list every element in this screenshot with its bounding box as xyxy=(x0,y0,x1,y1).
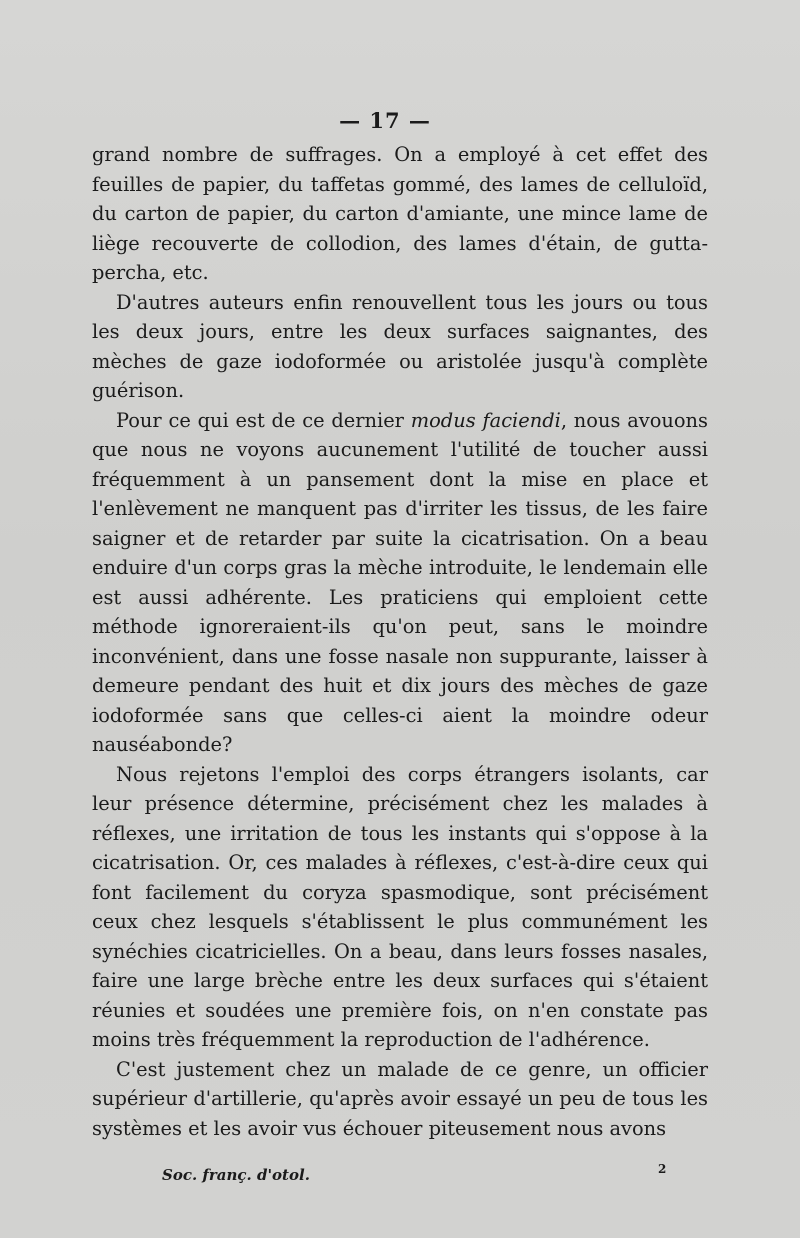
paragraph-5: C'est justement chez un malade de ce genre, un officier supérieur d'artillerie, qu'après avoir essayé un peu de tous les systèmes et les avoir vus échouer piteusement nous avons xyxy=(92,1057,708,1140)
paragraph-2: D'autres auteurs enfin renouvellent tous les jours ou tous les deux jours, entre les deux surfaces saignantes, des mèches de gaze iodoformée ou aristolée jusqu'à complète guérison. xyxy=(92,290,708,402)
page-number: — 17 — xyxy=(339,108,431,133)
paragraph-3 xyxy=(92,406,708,760)
paragraph-4: Nous rejetons l'emploi des corps étrangers isolants, car leur présence détermine, précisément chez les malades à réflexes, une irritation de tous les instants qui s'oppose à la cicatrisation. Or, ces malades à réflexes, c'est-à-dire ceux qui font facilement du coryza spasmodique, sont précisément ceux chez lesquels s'établissent le plus communément les synéchies cicatricielles. On a beau, dans leurs fosses nasales, faire une large brèche entre les deux surfaces qui s'étaient réunies et soudées une première fois, on n'en constate pas moins très fréquemment la reproduction de l'adhérence. xyxy=(92,762,708,1051)
paragraph-1: grand nombre de suffrages. On a employé à cet effet des feuilles de papier, du taffetas gommé, des lames de celluloïd, du carton de papier, du carton d'amiante, une mince lame de liège recouverte de collodion, des lames d'étain, de gutta-percha, etc. xyxy=(92,143,708,284)
footer-signature-mark: 2 xyxy=(658,1162,667,1176)
paragraph-3-end: , nous avouons que nous ne voyons aucunement l'utilité de toucher aussi fréquemment à un pansement dont la mise en place et l'enlèvement ne manquent pas d'irriter les tissus, de les faire saigner et de retarder par suite la cicatrisation. On a beau enduire d'un corps gras la mèche introduite, le lendemain elle est aussi adhérente. Les praticiens qui emploient cette méthode ignoreraient-ils qu'on peut, sans le moindre inconvénient, dans une fosse nasale non suppurante, laisser à demeure pendant des huit et dix jours des mèches de gaze iodoformée sans que celles-ci aient la moindre odeur nauséabonde? xyxy=(92,408,708,756)
body-text xyxy=(92,140,708,1143)
footer-source: Soc. franç. d'otol. xyxy=(162,1166,310,1184)
paragraph-3-start: Pour ce qui est de ce dernier xyxy=(116,408,411,432)
paragraph-3-emphasis: modus faciendi xyxy=(410,408,561,432)
